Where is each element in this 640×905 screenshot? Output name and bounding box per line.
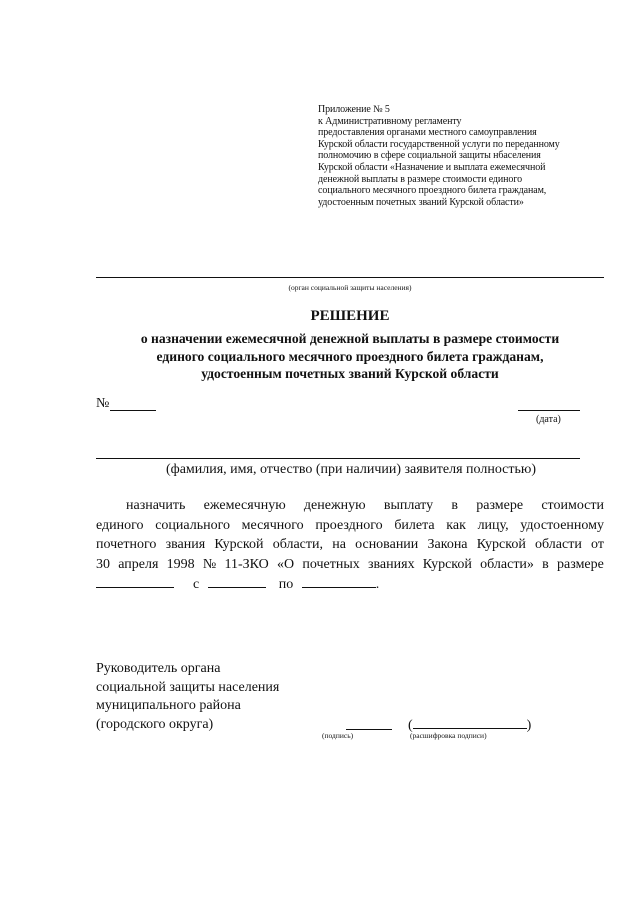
body-line <box>96 555 604 575</box>
body-word: от <box>591 537 604 552</box>
period-end: . <box>375 577 380 592</box>
body-word: выплату <box>383 498 434 513</box>
body-word: как <box>446 517 466 533</box>
from-label: с <box>193 577 200 592</box>
annex-line: удостоенным почетных званий Курской области» <box>318 196 524 208</box>
body-word: апреля <box>118 556 159 572</box>
body-line <box>96 516 604 536</box>
body-word: 11-ЗКО <box>224 556 269 572</box>
annex-line: денежной выплаты в размере стоимости единого <box>318 173 522 185</box>
fio-blank <box>96 458 580 459</box>
to-date-blank <box>302 574 376 588</box>
body-word: лицу, <box>477 517 509 533</box>
decode-open: ( <box>408 718 413 733</box>
annex-line: полномочию в сфере социальной защиты нбаселения <box>318 150 541 162</box>
body-word: Курской <box>476 537 526 552</box>
body-word: области, <box>272 537 323 552</box>
subtitle-line: о назначении ежемесячной денежной выплаты в размере стоимости <box>140 331 560 346</box>
body-word: социального <box>155 517 230 533</box>
annex-line: предоставления органами местного самоуправления <box>318 127 537 139</box>
fio-caption: (фамилия, имя, отчество (при наличии) заявителя полностью) <box>165 462 537 477</box>
annex-line: Курской области «Назначение и выплата ежемесячной <box>318 161 546 173</box>
body-line <box>96 496 604 516</box>
annex-line: к Административному регламенту <box>318 115 462 127</box>
annex-block <box>318 104 618 208</box>
org-caption: (орган социальной защиты населения) <box>288 283 412 292</box>
number-label: № <box>96 396 110 411</box>
body-word: проездного <box>315 517 383 533</box>
body-word: почетного <box>96 537 157 552</box>
date-blank <box>518 410 580 411</box>
body-word: ежемесячную <box>203 498 286 513</box>
body-word: званиях <box>367 556 415 572</box>
body-word: на <box>332 537 346 552</box>
body-word: размере <box>557 556 604 572</box>
signature-caption: (подпись) <box>322 731 354 740</box>
body-line <box>96 535 604 555</box>
subtitle-line: единого социального месячного проездного билета гражданам, <box>156 348 544 364</box>
body-word: размере <box>476 498 524 513</box>
decision-body <box>96 496 604 595</box>
body-word: основании <box>355 537 419 552</box>
body-word: 30 <box>96 556 110 572</box>
body-word: области <box>535 537 582 552</box>
body-word: месячного <box>241 517 304 533</box>
signature-blank <box>346 729 392 730</box>
to-label: по <box>278 577 294 592</box>
decode-blank <box>413 714 527 729</box>
body-word: звания <box>165 537 206 552</box>
signer-line: социальной защиты населения <box>96 679 280 695</box>
body-word: удостоенному <box>520 517 604 533</box>
annex-line: Приложение № 5 <box>318 104 390 115</box>
document-subtitle <box>90 330 610 383</box>
body-word: почетных <box>302 556 360 572</box>
org-name-blank <box>96 277 604 278</box>
body-word: стоимости <box>541 498 604 513</box>
body-word: Курской <box>422 556 472 572</box>
annex-line: Курской области государственной услуги по переданному <box>318 138 560 150</box>
from-date-blank <box>208 574 266 588</box>
body-word: Курской <box>214 537 264 552</box>
body-word: «О <box>276 556 295 572</box>
decode-caption: (расшифровка подписи) <box>410 731 487 740</box>
period-line <box>96 574 604 595</box>
subtitle-line: удостоенным почетных званий Курской области <box>201 366 499 381</box>
amount-blank <box>96 574 174 588</box>
body-word: Закона <box>427 537 468 552</box>
body-word: в <box>451 498 458 513</box>
signer-line: (городского округа) <box>96 716 214 732</box>
body-word: 1998 <box>166 556 195 572</box>
body-word: в <box>542 556 549 572</box>
signer-line: муниципального района <box>96 698 241 713</box>
number-blank <box>110 410 156 411</box>
signer-line: Руководитель органа <box>96 661 221 676</box>
body-word: области» <box>480 556 534 572</box>
decode-close: ) <box>526 718 532 733</box>
body-word: № <box>202 556 217 572</box>
body-word: единого <box>96 517 144 533</box>
signer-block <box>96 660 336 734</box>
annex-line: социального месячного проездного билета гражданам, <box>318 185 547 197</box>
body-word: билета <box>394 517 435 533</box>
body-word: назначить <box>126 498 186 513</box>
body-word: денежную <box>303 498 366 513</box>
date-caption: (дата) <box>536 414 561 425</box>
document-title: РЕШЕНИЕ <box>310 308 390 324</box>
